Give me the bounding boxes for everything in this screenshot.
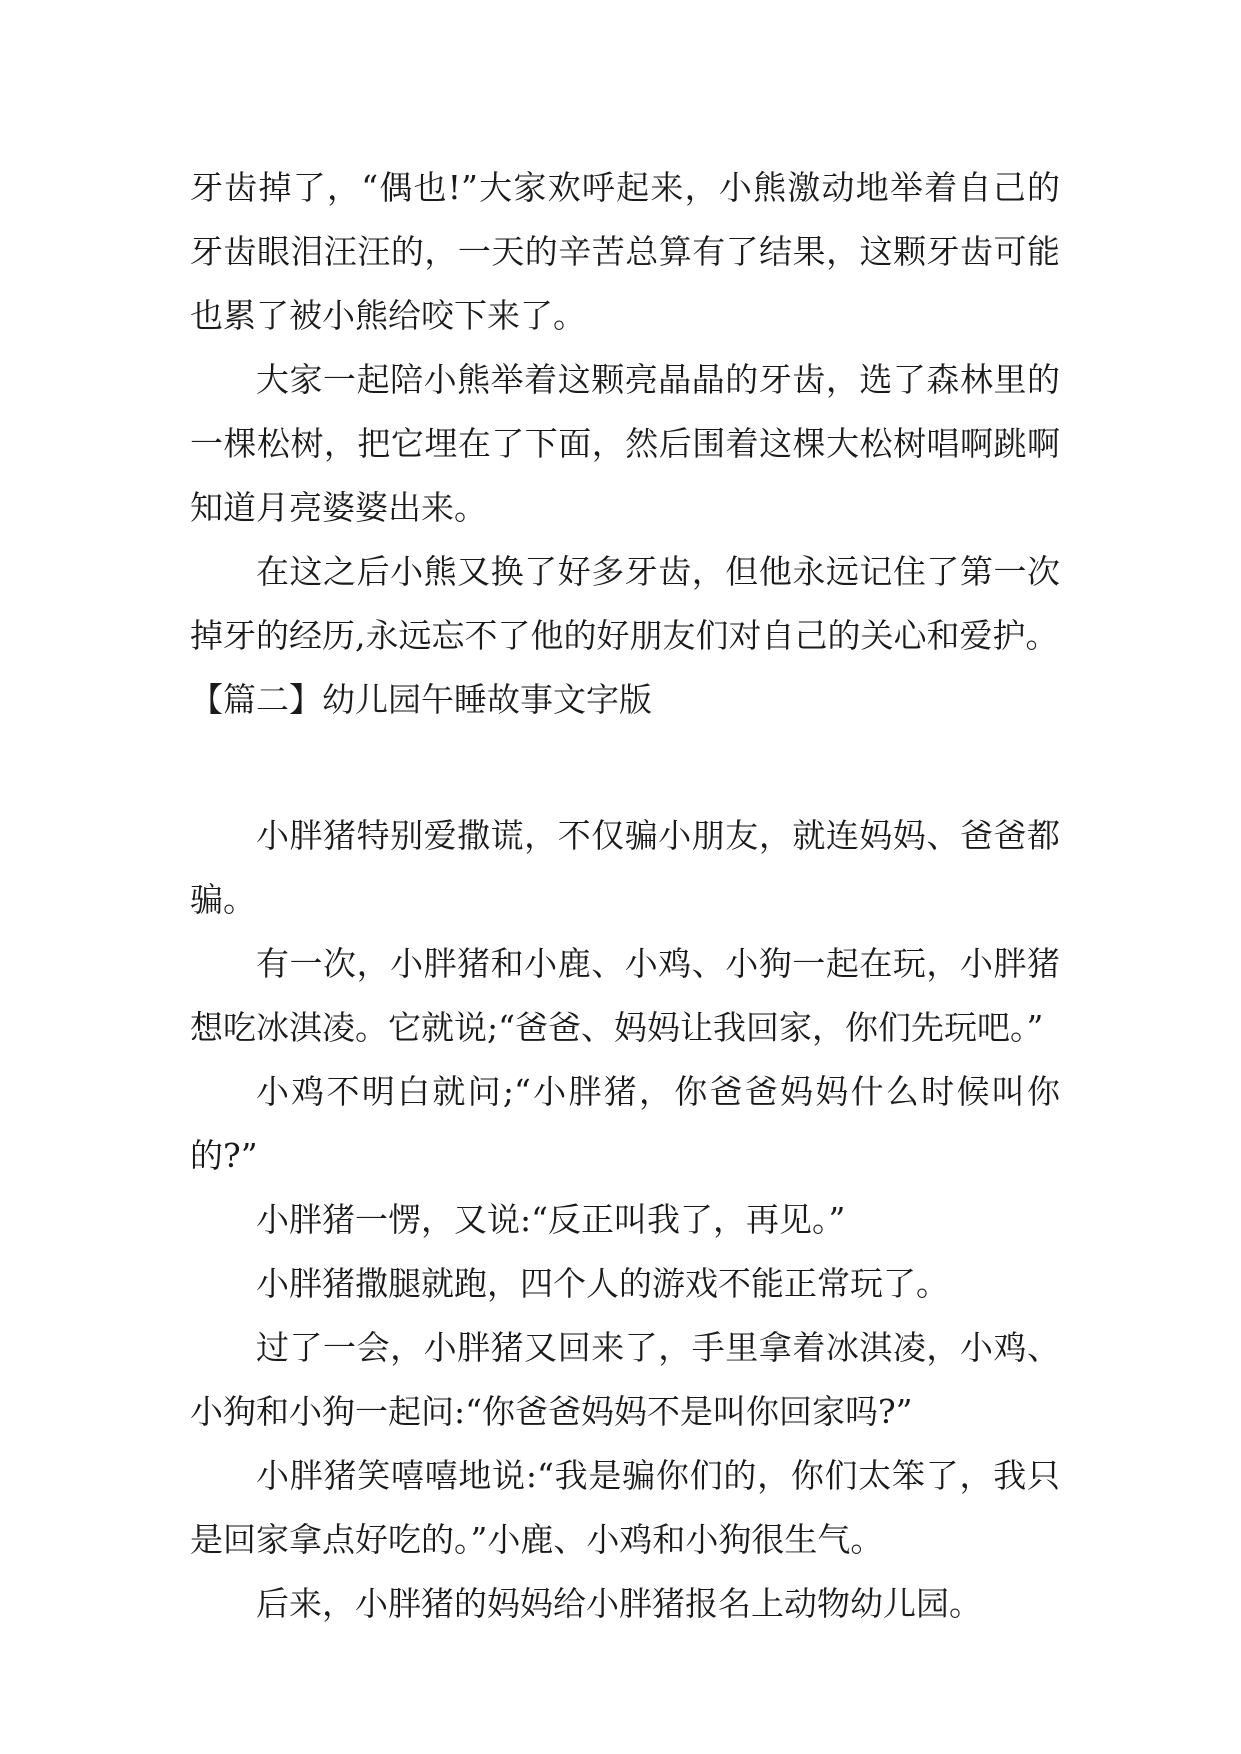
paragraph: 大家一起陪小熊举着这颗亮晶晶的牙齿，选了森林里的一棵松树，把它埋在了下面，然后围着这棵大松树唱啊跳啊知道月亮婆婆出来。 — [190, 360, 1060, 527]
section-heading: 【篇二】幼儿园午睡故事文字版 — [190, 680, 652, 719]
paragraph: 小胖猪笑嘻嘻地说:“我是骗你们的，你们太笨了，我只是回家拿点好吃的。”小鹿、小鸡和小狗很生气。 — [190, 1456, 1060, 1559]
paragraph: 有一次，小胖猪和小鹿、小鸡、小狗一起在玩，小胖猪想吃冰淇凌。它就说;“爸爸、妈妈让我回家，你们先玩吧。” — [190, 944, 1060, 1047]
paragraph: 小胖猪一愣，又说:“反正叫我了，再见。” — [256, 1200, 846, 1239]
paragraph: 后来，小胖猪的妈妈给小胖猪报名上动物幼儿园。 — [256, 1584, 982, 1623]
paragraph: 小胖猪撒腿就跑，四个人的游戏不能正常玩了。 — [256, 1264, 949, 1303]
paragraph: 在这之后小熊又换了好多牙齿，但他永远记住了第一次掉牙的经历,永远忘不了他的好朋友们对自己的关心和爱护。 — [190, 552, 1060, 655]
paragraph: 过了一会，小胖猪又回来了，手里拿着冰淇凌，小鸡、小狗和小狗一起问:“你爸爸妈妈不是叫你回家吗?” — [190, 1328, 1060, 1431]
paragraph-continuation: 牙齿掉了，“偶也!”大家欢呼起来，小熊激动地举着自己的牙齿眼泪汪汪的，一天的辛苦总算有了结果，这颗牙齿可能也累了被小熊给咬下来了。 — [190, 168, 1060, 335]
paragraph: 小鸡不明白就问;“小胖猪，你爸爸妈妈什么时候叫你的?” — [190, 1072, 1060, 1175]
blank-line — [190, 732, 1060, 804]
document-body — [190, 156, 1060, 1636]
paragraph: 小胖猪特别爱撒谎，不仅骗小朋友，就连妈妈、爸爸都骗。 — [190, 816, 1060, 919]
